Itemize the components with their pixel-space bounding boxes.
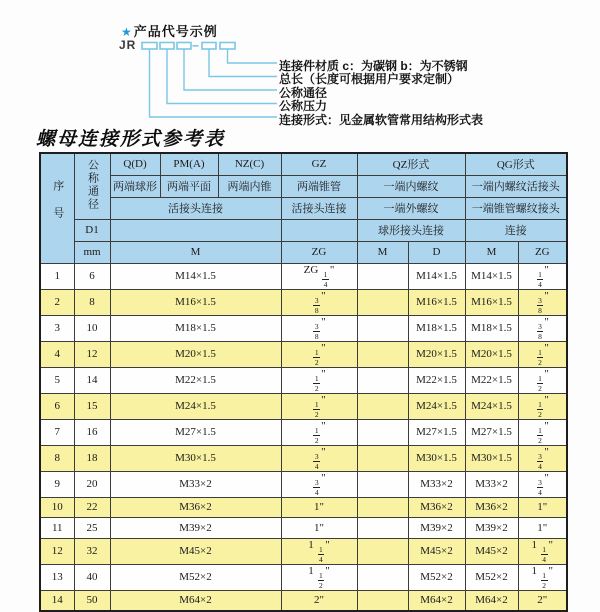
cell-m: M27×1.5	[110, 419, 281, 445]
cell-qg_m: M30×1.5	[465, 445, 518, 471]
cell-qz_m	[357, 393, 408, 419]
header-unit-qg-zg: ZG	[518, 241, 567, 263]
cell-qz_m	[357, 445, 408, 471]
cell-qg_m: M22×1.5	[465, 367, 518, 393]
cell-zg: $\frac{3}{8}$ "	[281, 315, 357, 341]
cell-qg_zg: $\frac{1}{2}$ "	[518, 393, 567, 419]
header-qg-connection: 连接	[465, 219, 567, 241]
annotation-diameter: 公称通径	[279, 85, 328, 100]
cell-seq: 2	[40, 289, 74, 315]
table-row	[40, 367, 567, 393]
cell-qz_d: M52×2	[408, 564, 465, 590]
cell-qz_d: M22×1.5	[408, 367, 465, 393]
cell-seq: 9	[40, 471, 74, 497]
header-qg-taper-thread: 一端锥管螺纹接头	[465, 197, 567, 219]
cell-qz_d: M16×1.5	[408, 289, 465, 315]
cell-qg_zg: $\frac{3}{8}$ "	[518, 315, 567, 341]
cell-dn: 10	[74, 315, 110, 341]
cell-qg_zg: $\frac{1}{2}$ "	[518, 341, 567, 367]
cell-qz_m	[357, 518, 408, 539]
header-code-gz: GZ	[281, 153, 357, 175]
header-desc-pm: 两端平面	[160, 175, 218, 197]
cell-dn: 18	[74, 445, 110, 471]
cell-qz_d: M36×2	[408, 497, 465, 518]
cell-qz_d: M33×2	[408, 471, 465, 497]
cell-seq: 13	[40, 564, 74, 590]
cell-seq: 6	[40, 393, 74, 419]
cell-zg: 1 $\frac{1}{4}$ "	[281, 538, 357, 564]
cell-dn: 8	[74, 289, 110, 315]
cell-qg_zg: 2"	[518, 590, 567, 611]
cell-zg: $\frac{3}{4}$ "	[281, 471, 357, 497]
cell-qz_d: M45×2	[408, 538, 465, 564]
header-d1: D1	[74, 219, 110, 241]
cell-qz_m	[357, 419, 408, 445]
product-code-diagram	[0, 0, 600, 130]
cell-zg: $\frac{1}{2}$ "	[281, 367, 357, 393]
code-box-4	[202, 43, 216, 50]
cell-qg_zg: 1 $\frac{1}{4}$ "	[518, 538, 567, 564]
header-mm: mm	[74, 241, 110, 263]
cell-qg_zg: $\frac{3}{4}$ "	[518, 471, 567, 497]
header-desc-q: 两端球形	[110, 175, 160, 197]
cell-qg_m: M24×1.5	[465, 393, 518, 419]
leader-line-material	[228, 49, 278, 63]
cell-m: M45×2	[110, 538, 281, 564]
table-row	[40, 518, 567, 539]
header-qz-ball-joint: 球形接头连接	[357, 219, 465, 241]
cell-qz_d: M24×1.5	[408, 393, 465, 419]
cell-qg_zg: $\frac{3}{8}$ "	[518, 289, 567, 315]
cell-dn: 12	[74, 341, 110, 367]
cell-qg_m: M18×1.5	[465, 315, 518, 341]
header-desc-gz: 两端锥管	[281, 175, 357, 197]
header-empty-qpmnz	[110, 219, 281, 241]
code-box-1	[142, 43, 157, 50]
cell-qg_m: M39×2	[465, 518, 518, 539]
cell-dn: 20	[74, 471, 110, 497]
cell-dn: 6	[74, 263, 110, 289]
header-desc-qz: 一端内螺纹	[357, 175, 465, 197]
annotation-material: 连接件材质 c：为碳钢 b：为不锈钢	[279, 58, 468, 73]
cell-qz_m	[357, 315, 408, 341]
annotation-connection-type: 连接形式：见金属软管常用结构形式表	[279, 112, 484, 127]
cell-qg_zg: 1"	[518, 497, 567, 518]
table-row	[40, 471, 567, 497]
table-row	[40, 564, 567, 590]
header-union-joint-gz: 活接头连接	[281, 197, 357, 219]
cell-qg_m: M52×2	[465, 564, 518, 590]
cell-dn: 14	[74, 367, 110, 393]
annotation-pressure: 公称压力	[279, 99, 328, 113]
diagram-heading-label: 产品代号示例	[133, 24, 218, 39]
leader-line-connection	[150, 49, 278, 117]
annotation-length: 总长（长度可根据用户要求定制）	[279, 72, 460, 86]
header-empty-gz	[281, 219, 357, 241]
header-code-nz: NZ(C)	[218, 153, 281, 175]
header-unit-qg-m: M	[465, 241, 518, 263]
cell-qg_zg: $\frac{3}{4}$ "	[518, 445, 567, 471]
cell-qg_zg: 1"	[518, 518, 567, 539]
cell-m: M64×2	[110, 590, 281, 611]
cell-seq: 10	[40, 497, 74, 518]
cell-zg: 1"	[281, 497, 357, 518]
cell-m: M39×2	[110, 518, 281, 539]
cell-seq: 5	[40, 367, 74, 393]
page-title: 螺母连接形式参考表	[36, 129, 226, 150]
table-row	[40, 538, 567, 564]
nut-connection-table	[39, 152, 568, 612]
table-body	[40, 263, 567, 611]
cell-m: M30×1.5	[110, 445, 281, 471]
cell-qz_d: M64×2	[408, 590, 465, 611]
cell-seq: 7	[40, 419, 74, 445]
leader-line-diameter	[184, 49, 277, 90]
cell-qg_zg: 1 $\frac{1}{2}$ "	[518, 564, 567, 590]
cell-qz_m	[357, 263, 408, 289]
cell-m: M16×1.5	[110, 289, 281, 315]
cell-qz_d: M14×1.5	[408, 263, 465, 289]
cell-qz_d: M30×1.5	[408, 445, 465, 471]
cell-qz_m	[357, 367, 408, 393]
cell-qz_m	[357, 564, 408, 590]
table-row	[40, 341, 567, 367]
cell-seq: 12	[40, 538, 74, 564]
code-box-2	[160, 43, 174, 50]
cell-zg: $\frac{1}{2}$ "	[281, 341, 357, 367]
cell-zg: $\frac{1}{2}$ "	[281, 419, 357, 445]
cell-m: M24×1.5	[110, 393, 281, 419]
header-union-joint: 活接头连接	[110, 197, 281, 219]
cell-seq: 3	[40, 315, 74, 341]
header-unit-m: M	[110, 241, 281, 263]
table-row	[40, 590, 567, 611]
cell-zg: 2"	[281, 590, 357, 611]
table-row	[40, 445, 567, 471]
cell-qz_d: M27×1.5	[408, 419, 465, 445]
header-unit-zg: ZG	[281, 241, 357, 263]
header-desc-nz: 两端内锥	[218, 175, 281, 197]
table-row	[40, 289, 567, 315]
header-unit-qz-m: M	[357, 241, 408, 263]
code-box-3	[177, 43, 191, 50]
cell-qg_m: M33×2	[465, 471, 518, 497]
cell-qg_m: M16×1.5	[465, 289, 518, 315]
cell-seq: 11	[40, 518, 74, 539]
cell-zg: $\frac{3}{4}$ "	[281, 445, 357, 471]
cell-zg: 1"	[281, 518, 357, 539]
header-unit-qz-d: D	[408, 241, 465, 263]
cell-qz_d: M39×2	[408, 518, 465, 539]
table-header	[40, 153, 567, 263]
cell-zg: ZG $\frac{1}{4}$ "	[281, 263, 357, 289]
cell-zg: 1 $\frac{1}{2}$ "	[281, 564, 357, 590]
cell-m: M18×1.5	[110, 315, 281, 341]
table-row	[40, 263, 567, 289]
cell-qg_m: M27×1.5	[465, 419, 518, 445]
cell-dn: 32	[74, 538, 110, 564]
header-desc-qg: 一端内螺纹活接头	[465, 175, 567, 197]
cell-dn: 40	[74, 564, 110, 590]
cell-dn: 15	[74, 393, 110, 419]
code-prefix: JR	[119, 38, 137, 52]
cell-qg_m: M36×2	[465, 497, 518, 518]
cell-dn: 25	[74, 518, 110, 539]
cell-zg: $\frac{1}{2}$ "	[281, 393, 357, 419]
cell-qz_m	[357, 538, 408, 564]
cell-zg: $\frac{3}{8}$ "	[281, 289, 357, 315]
cell-qg_zg: $\frac{1}{4}$ "	[518, 263, 567, 289]
cell-seq: 4	[40, 341, 74, 367]
cell-seq: 8	[40, 445, 74, 471]
cell-m: M20×1.5	[110, 341, 281, 367]
cell-qg_m: M20×1.5	[465, 341, 518, 367]
table-row	[40, 419, 567, 445]
cell-qz_d: M18×1.5	[408, 315, 465, 341]
cell-qg_zg: $\frac{1}{2}$ "	[518, 419, 567, 445]
table-row	[40, 393, 567, 419]
cell-qz_m	[357, 497, 408, 518]
header-code-pm: PM(A)	[160, 153, 218, 175]
cell-qg_zg: $\frac{1}{2}$ "	[518, 367, 567, 393]
header-code-qg: QG形式	[465, 153, 567, 175]
code-box-5	[220, 43, 235, 50]
cell-m: M22×1.5	[110, 367, 281, 393]
cell-qg_m: M45×2	[465, 538, 518, 564]
cell-seq: 14	[40, 590, 74, 611]
cell-m: M36×2	[110, 497, 281, 518]
cell-m: M33×2	[110, 471, 281, 497]
cell-m: M52×2	[110, 564, 281, 590]
cell-qg_m: M64×2	[465, 590, 518, 611]
cell-m: M14×1.5	[110, 263, 281, 289]
table-row	[40, 497, 567, 518]
cell-dn: 16	[74, 419, 110, 445]
header-qz-external-thread: 一端外螺纹	[357, 197, 465, 219]
cell-qg_m: M14×1.5	[465, 263, 518, 289]
header-dn: 公称通径	[74, 153, 110, 219]
cell-qz_m	[357, 341, 408, 367]
cell-dn: 22	[74, 497, 110, 518]
cell-qz_m	[357, 289, 408, 315]
cell-qz_m	[357, 590, 408, 611]
star-icon: ★	[121, 25, 133, 39]
cell-qz_m	[357, 471, 408, 497]
table-row	[40, 315, 567, 341]
header-seq: 序号	[40, 153, 74, 263]
cell-dn: 50	[74, 590, 110, 611]
cell-seq: 1	[40, 263, 74, 289]
cell-qz_d: M20×1.5	[408, 341, 465, 367]
header-code-q: Q(D)	[110, 153, 160, 175]
header-code-qz: QZ形式	[357, 153, 465, 175]
